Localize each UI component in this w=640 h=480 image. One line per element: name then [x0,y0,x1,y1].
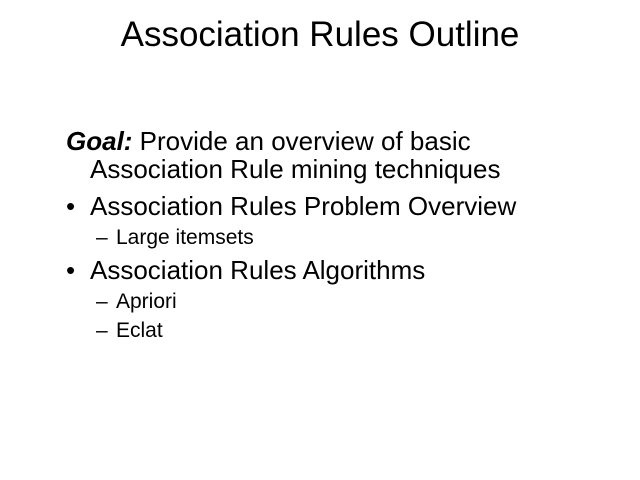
sub-marker: – [96,226,108,249]
goal-label: Goal: [66,126,133,156]
subitem-text: Eclat [116,319,163,342]
sub-marker: – [96,319,108,342]
subitem-large-itemsets [96,225,596,251]
bullet-marker: • [66,191,76,221]
goal-text-line1: Provide an overview of basic [132,126,471,156]
bullet-algorithms [66,255,626,285]
slide-title: Association Rules Outline [120,15,520,54]
sub-marker: – [96,290,108,313]
bullet-text: Association Rules Algorithms [90,255,426,285]
subitem-text: Apriori [116,290,177,313]
bullet-marker: • [66,255,76,285]
subitem-text: Large itemsets [116,226,254,249]
goal-statement [66,127,626,183]
subitem-eclat [96,318,596,344]
bullet-text: Association Rules Problem Overview [90,191,517,221]
goal-text-line2: Association Rule mining techniques [90,154,501,184]
bullet-problem-overview [66,191,626,221]
subitem-apriori [96,289,596,315]
